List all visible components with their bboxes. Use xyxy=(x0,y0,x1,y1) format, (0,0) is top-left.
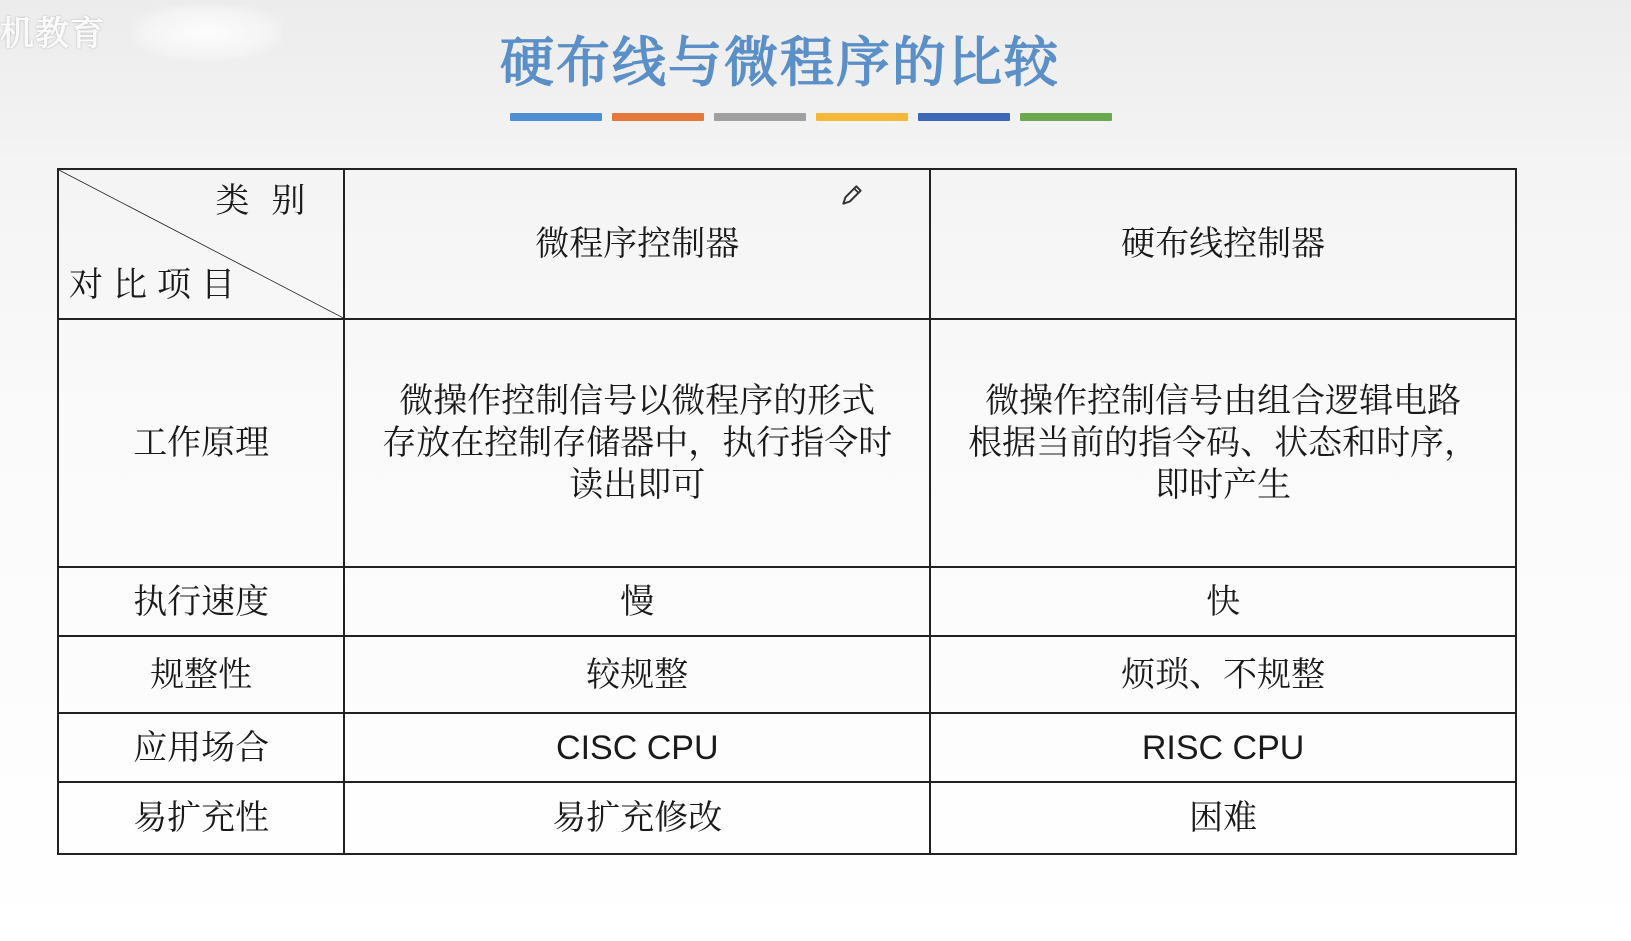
color-bar-segment-1 xyxy=(510,113,602,121)
cell-text: 微操作控制信号以微程序的形式 存放在控制存储器中，执行指令时 读出即可 xyxy=(382,381,893,505)
page-title: 硬布线与微程序的比较 xyxy=(500,31,1060,94)
table-row xyxy=(58,636,1516,713)
item-label: 对比项目 xyxy=(69,265,245,305)
row-label: 应用场合 xyxy=(58,713,344,782)
color-bar-segment-5 xyxy=(918,113,1010,121)
column-header-label: 硬布线控制器 xyxy=(1121,224,1326,264)
diagonal-header-cell xyxy=(58,169,344,319)
table-cell xyxy=(344,319,930,567)
table-cell: 较规整 xyxy=(344,636,930,713)
table-row xyxy=(58,567,1516,636)
color-bar-segment-2 xyxy=(612,113,704,121)
table-cell xyxy=(930,319,1516,567)
table-row xyxy=(58,782,1516,854)
watermark-logo: 机教育 xyxy=(0,14,105,54)
column-header-hardwired xyxy=(930,169,1516,319)
cell-text: 微操作控制信号由组合逻辑电路 根据当前的指令码、状态和时序， 即时产生 xyxy=(968,381,1479,505)
table-row xyxy=(58,713,1516,782)
table-cell: 易扩充修改 xyxy=(344,782,930,854)
color-bar-segment-6 xyxy=(1020,113,1112,121)
table-cell: 困难 xyxy=(930,782,1516,854)
row-label: 规整性 xyxy=(58,636,344,713)
table-cell: 烦琐、不规整 xyxy=(930,636,1516,713)
row-label: 执行速度 xyxy=(58,567,344,636)
column-header-microprogram xyxy=(344,169,930,319)
row-label: 易扩充性 xyxy=(58,782,344,854)
table-cell: 慢 xyxy=(344,567,930,636)
column-header-label: 微程序控制器 xyxy=(535,224,740,264)
table-header-row xyxy=(58,169,1516,319)
table-cell: RISC CPU xyxy=(930,713,1516,782)
category-label: 类别 xyxy=(215,181,328,221)
color-bar-segment-3 xyxy=(714,113,806,121)
pencil-icon[interactable] xyxy=(839,182,865,208)
color-bar-segment-4 xyxy=(816,113,908,121)
table-cell: CISC CPU xyxy=(344,713,930,782)
comparison-table xyxy=(57,168,1517,855)
table-cell: 快 xyxy=(930,567,1516,636)
table-row xyxy=(58,319,1516,567)
row-label: 工作原理 xyxy=(58,319,344,567)
title-color-bar xyxy=(510,113,1112,121)
